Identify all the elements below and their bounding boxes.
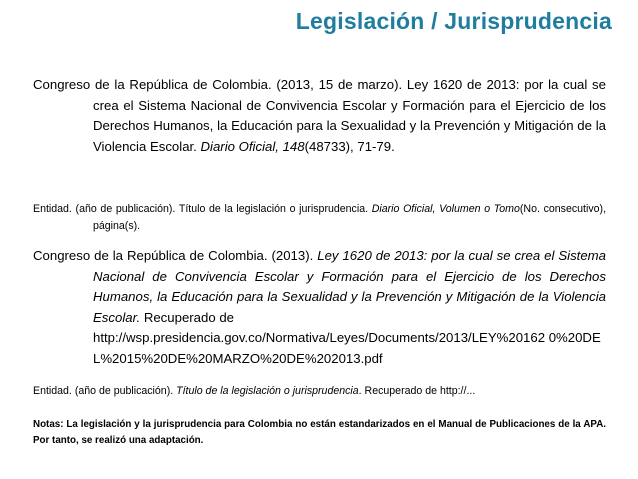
reference-2-retrieved: Recuperado de [140,309,235,325]
reference-2-title: Ley 1620 de 2013: por la cual se crea el Sistema Nacional de Convivencia Escolar y Formación para el Ejercicio de los Derechos Humanos, la Educación para la Sexualidad y la Prevención y Mitigación de la Violencia Escolar. [93,248,606,325]
format-template-2 [33,383,606,399]
format-2-text: Entidad. (año de publicación). [33,385,177,397]
format-template-1 [33,201,606,234]
reference-2-url[interactable]: http://wsp.presidencia.gov.co/Normativa/Leyes/Documents/2013/LEY%20162 0%20DEL%2015%20DE%20MARZO%20DE%202013.pdf [93,330,601,366]
reference-1-end: (48733), 71-79. [304,138,395,154]
reference-2-author: Congreso de la República de Colombia. (2013). [33,248,318,263]
reference-example-1 [33,75,606,157]
format-1-italic: Diario Oficial, Volumen o Tomo [371,203,520,215]
format-2-end: . Recuperado de http://... [358,385,476,397]
apa-note: Notas: La legislación y la jurisprudencia para Colombia no están estandarizados en el Manual de Publicaciones de la APA. Por tanto, se realizó una adaptación. [33,419,606,446]
reference-example-2 [33,246,606,369]
format-2-italic: Título de la legislación o jurisprudencia [176,385,359,397]
reference-1-journal: Diario Oficial, 148 [200,138,305,154]
reference-1-text: Congreso de la República de Colombia. (2013, 15 de marzo). Ley 1620 de 2013: por la cual se crea el Sistema Nacional de Convivencia Escolar y Formación para el Ejercicio de los Derechos Humanos, la Educación para la Sexualidad y la Prevención y Mitigación de la Violencia Escolar. [33,77,606,154]
format-1-end: (No. consecutivo), página(s). [93,203,607,232]
slide-title: Legislación / Jurisprudencia [295,8,612,34]
format-1-text: Entidad. (año de publicación). Título de la legislación o jurisprudencia. [33,203,372,215]
